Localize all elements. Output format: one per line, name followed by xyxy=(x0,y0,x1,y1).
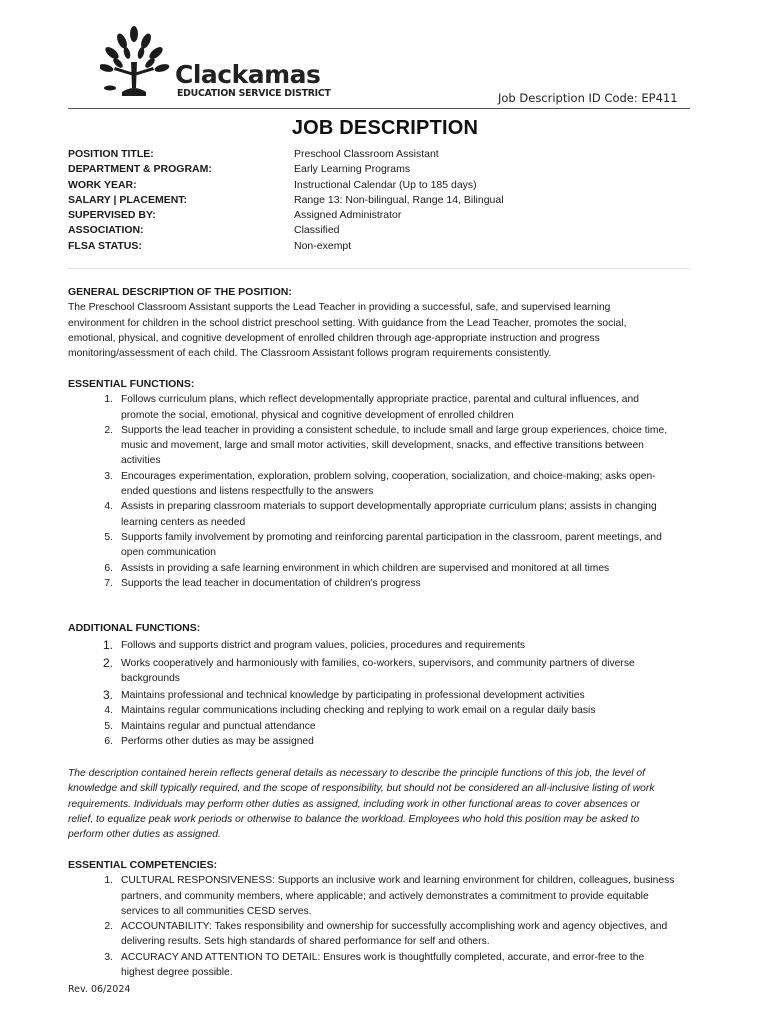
item-number: 2. xyxy=(104,424,113,436)
info-label: ASSOCIATION: xyxy=(68,224,144,237)
item-line: partners, and community members, where applicable; and actively demonstrates a commitment to provide equitable xyxy=(121,890,649,902)
item-number: 3. xyxy=(104,470,113,482)
item-number: 6. xyxy=(104,736,113,748)
info-label: POSITION TITLE: xyxy=(68,148,154,160)
item-line: activities xyxy=(121,455,161,467)
info-value: Range 13: Non-bilingual, Range 14, Bilingual xyxy=(294,193,504,206)
item-line: ended questions and listens respectfully to the answers xyxy=(121,486,374,498)
paragraph-line: emotional, physical, and cognitive development of enrolled children through age-appropriate instruction and progress xyxy=(68,332,600,344)
logo-name: Clackamas xyxy=(175,60,321,89)
item-number: 5. xyxy=(104,531,113,543)
paragraph-line: environment for children in the school district preschool setting. With guidance from the Lead Teacher, promotes the social, xyxy=(68,317,627,329)
item-number: 6. xyxy=(104,562,113,574)
position-info xyxy=(68,147,688,254)
list-item xyxy=(68,530,718,561)
header-rule xyxy=(68,108,690,109)
item-line: music and movement, large and small motor activities, skill development, snacks, and effective transitions between xyxy=(121,440,644,452)
item-number: 1. xyxy=(104,875,113,887)
tree-logo-icon xyxy=(100,26,176,102)
item-line: Encourages experimentation, exploration, problem solving, cooperation, socialization, and choice-making; asks open- xyxy=(121,470,656,482)
item-number: 1. xyxy=(104,394,113,406)
info-label: SUPERVISED BY: xyxy=(68,209,156,222)
essential-competencies xyxy=(68,858,718,980)
list-item xyxy=(68,576,718,591)
disclaimer-line: The description contained herein reflects general details as necessary to describe the principle functions of this job, the level of xyxy=(68,768,645,779)
list-item xyxy=(68,561,718,576)
info-value: Classified xyxy=(294,224,340,237)
section-heading: ESSENTIAL COMPETENCIES: xyxy=(68,859,218,871)
list-item xyxy=(68,719,718,734)
info-label: SALARY | PLACEMENT: xyxy=(68,193,188,206)
item-number: 3. xyxy=(104,951,113,963)
list-item xyxy=(68,919,718,950)
info-value: Early Learning Programs xyxy=(294,163,411,176)
item-line: Assists in providing a safe learning environment in which children are supervised and monitored at all times xyxy=(121,562,610,574)
district-logo xyxy=(100,26,331,102)
item-line: Maintains professional and technical knowledge by participating in professional development activities xyxy=(121,690,585,702)
list-item xyxy=(68,873,718,919)
section-heading: ADDITIONAL FUNCTIONS: xyxy=(68,622,201,634)
item-line: Follows curriculum plans, which reflect developmentally appropriate practice, parental and cultural influences, and xyxy=(121,394,639,406)
disclaimer-line: perform other duties as assigned. xyxy=(68,829,221,841)
item-line: Works cooperatively and harmoniously with families, co-workers, supervisors, and community partners of diverse xyxy=(121,657,635,669)
info-value: Non-exempt xyxy=(294,239,352,252)
item-line: ACCOUNTABILITY: Takes responsibility and ownership for successfully accomplishing work and agency objectives, and xyxy=(121,921,668,933)
item-line: highest degree possible. xyxy=(121,967,233,979)
item-line: Supports the lead teacher in providing a consistent schedule, to include small and large group experiences, choice time, xyxy=(121,424,668,436)
info-row xyxy=(68,178,688,193)
item-line: CULTURAL RESPONSIVENESS: Supports an inclusive work and learning environment for children, colleagues, business xyxy=(121,875,675,887)
info-label: WORK YEAR: xyxy=(68,178,137,191)
list-item xyxy=(68,656,718,687)
paragraph-line: monitoring/assessment of each child. The Classroom Assistant follows program requirements consistently. xyxy=(68,348,552,360)
revision-date: Rev. 06/2024 xyxy=(68,984,131,995)
info-label: DEPARTMENT & PROGRAM: xyxy=(68,163,212,176)
list-item xyxy=(68,469,718,500)
list-item xyxy=(68,423,718,469)
item-line: Supports family involvement by promoting and reinforcing parental participation in the classroom, parent meetings, and xyxy=(121,531,662,543)
item-line: Supports the lead teacher in documentation of children's progress xyxy=(121,577,421,589)
info-row xyxy=(68,193,688,208)
list-item xyxy=(68,950,718,981)
list-item xyxy=(68,734,718,749)
disclaimer-line: knowledge and skill typically required, and the scope of responsibility, but should not be considered an all-inclusive listing of work xyxy=(68,783,655,795)
item-line: backgrounds xyxy=(121,672,180,684)
logo-subtitle: EDUCATION SERVICE DISTRICT xyxy=(177,88,331,99)
section-divider xyxy=(68,268,690,269)
item-line: Maintains regular and punctual attendance xyxy=(121,720,316,732)
list-item xyxy=(68,688,718,703)
item-number: 7. xyxy=(104,577,113,589)
item-line: promote the social, emotional, physical and cognitive development of enrolled children xyxy=(121,409,514,421)
item-line: learning centers as needed xyxy=(121,516,246,528)
info-row xyxy=(68,208,688,223)
info-row xyxy=(68,223,688,238)
list-item xyxy=(68,638,718,653)
item-number: 5. xyxy=(104,720,113,732)
info-value: Assigned Administrator xyxy=(294,209,402,222)
disclaimer xyxy=(68,766,718,842)
additional-functions xyxy=(68,621,718,749)
item-line: Follows and supports district and program values, policies, procedures and requirements xyxy=(121,640,526,652)
info-row xyxy=(68,162,688,177)
item-number: 4. xyxy=(104,705,113,717)
item-line: open communication xyxy=(121,547,217,559)
item-line: services to all communities CESD serves. xyxy=(121,905,312,917)
item-number: 2. xyxy=(102,655,113,670)
job-code: Job Description ID Code: EP411 xyxy=(498,91,678,105)
item-line: Performs other duties as may be assigned xyxy=(121,736,314,748)
item-line: Assists in preparing classroom materials to support developmentally appropriate curriculum plans; assists in changing xyxy=(121,501,657,513)
section-heading: ESSENTIAL FUNCTIONS: xyxy=(68,378,195,390)
list-item xyxy=(68,392,718,423)
item-line: Maintains regular communications including checking and replying to work email on a regular daily basis xyxy=(121,705,596,717)
disclaimer-line: requirements. Individuals may perform other duties as assigned, including work in other functional areas to cover absences or xyxy=(68,798,640,810)
item-line: delivering results. Sets high standards of shared performance for self and others. xyxy=(121,936,490,948)
info-value: Preschool Classroom Assistant xyxy=(294,148,439,160)
info-row xyxy=(68,147,688,162)
list-item xyxy=(68,703,718,718)
info-label: FLSA STATUS: xyxy=(68,239,142,252)
item-number: 1. xyxy=(102,638,113,653)
disclaimer-line: relief, to equalize peak work periods or otherwise to balance the workload. Employees who hold this position may be asked to xyxy=(68,813,640,825)
info-row xyxy=(68,239,688,254)
list-item xyxy=(68,499,718,530)
essential-functions xyxy=(68,377,718,591)
item-line: ACCURACY AND ATTENTION TO DETAIL: Ensures work is thoughtfully completed, accurate, and error-free to the xyxy=(121,951,645,963)
section-heading: GENERAL DESCRIPTION OF THE POSITION: xyxy=(68,286,292,298)
paragraph-line: The Preschool Classroom Assistant supports the Lead Teacher in providing a successful, safe, and supervised learning xyxy=(68,302,611,314)
item-number: 3. xyxy=(102,688,113,703)
page-title: JOB DESCRIPTION xyxy=(291,117,479,139)
item-number: 4. xyxy=(104,501,113,513)
info-value: Instructional Calendar (Up to 185 days) xyxy=(294,178,477,191)
general-description xyxy=(68,285,718,361)
item-number: 2. xyxy=(104,921,113,933)
